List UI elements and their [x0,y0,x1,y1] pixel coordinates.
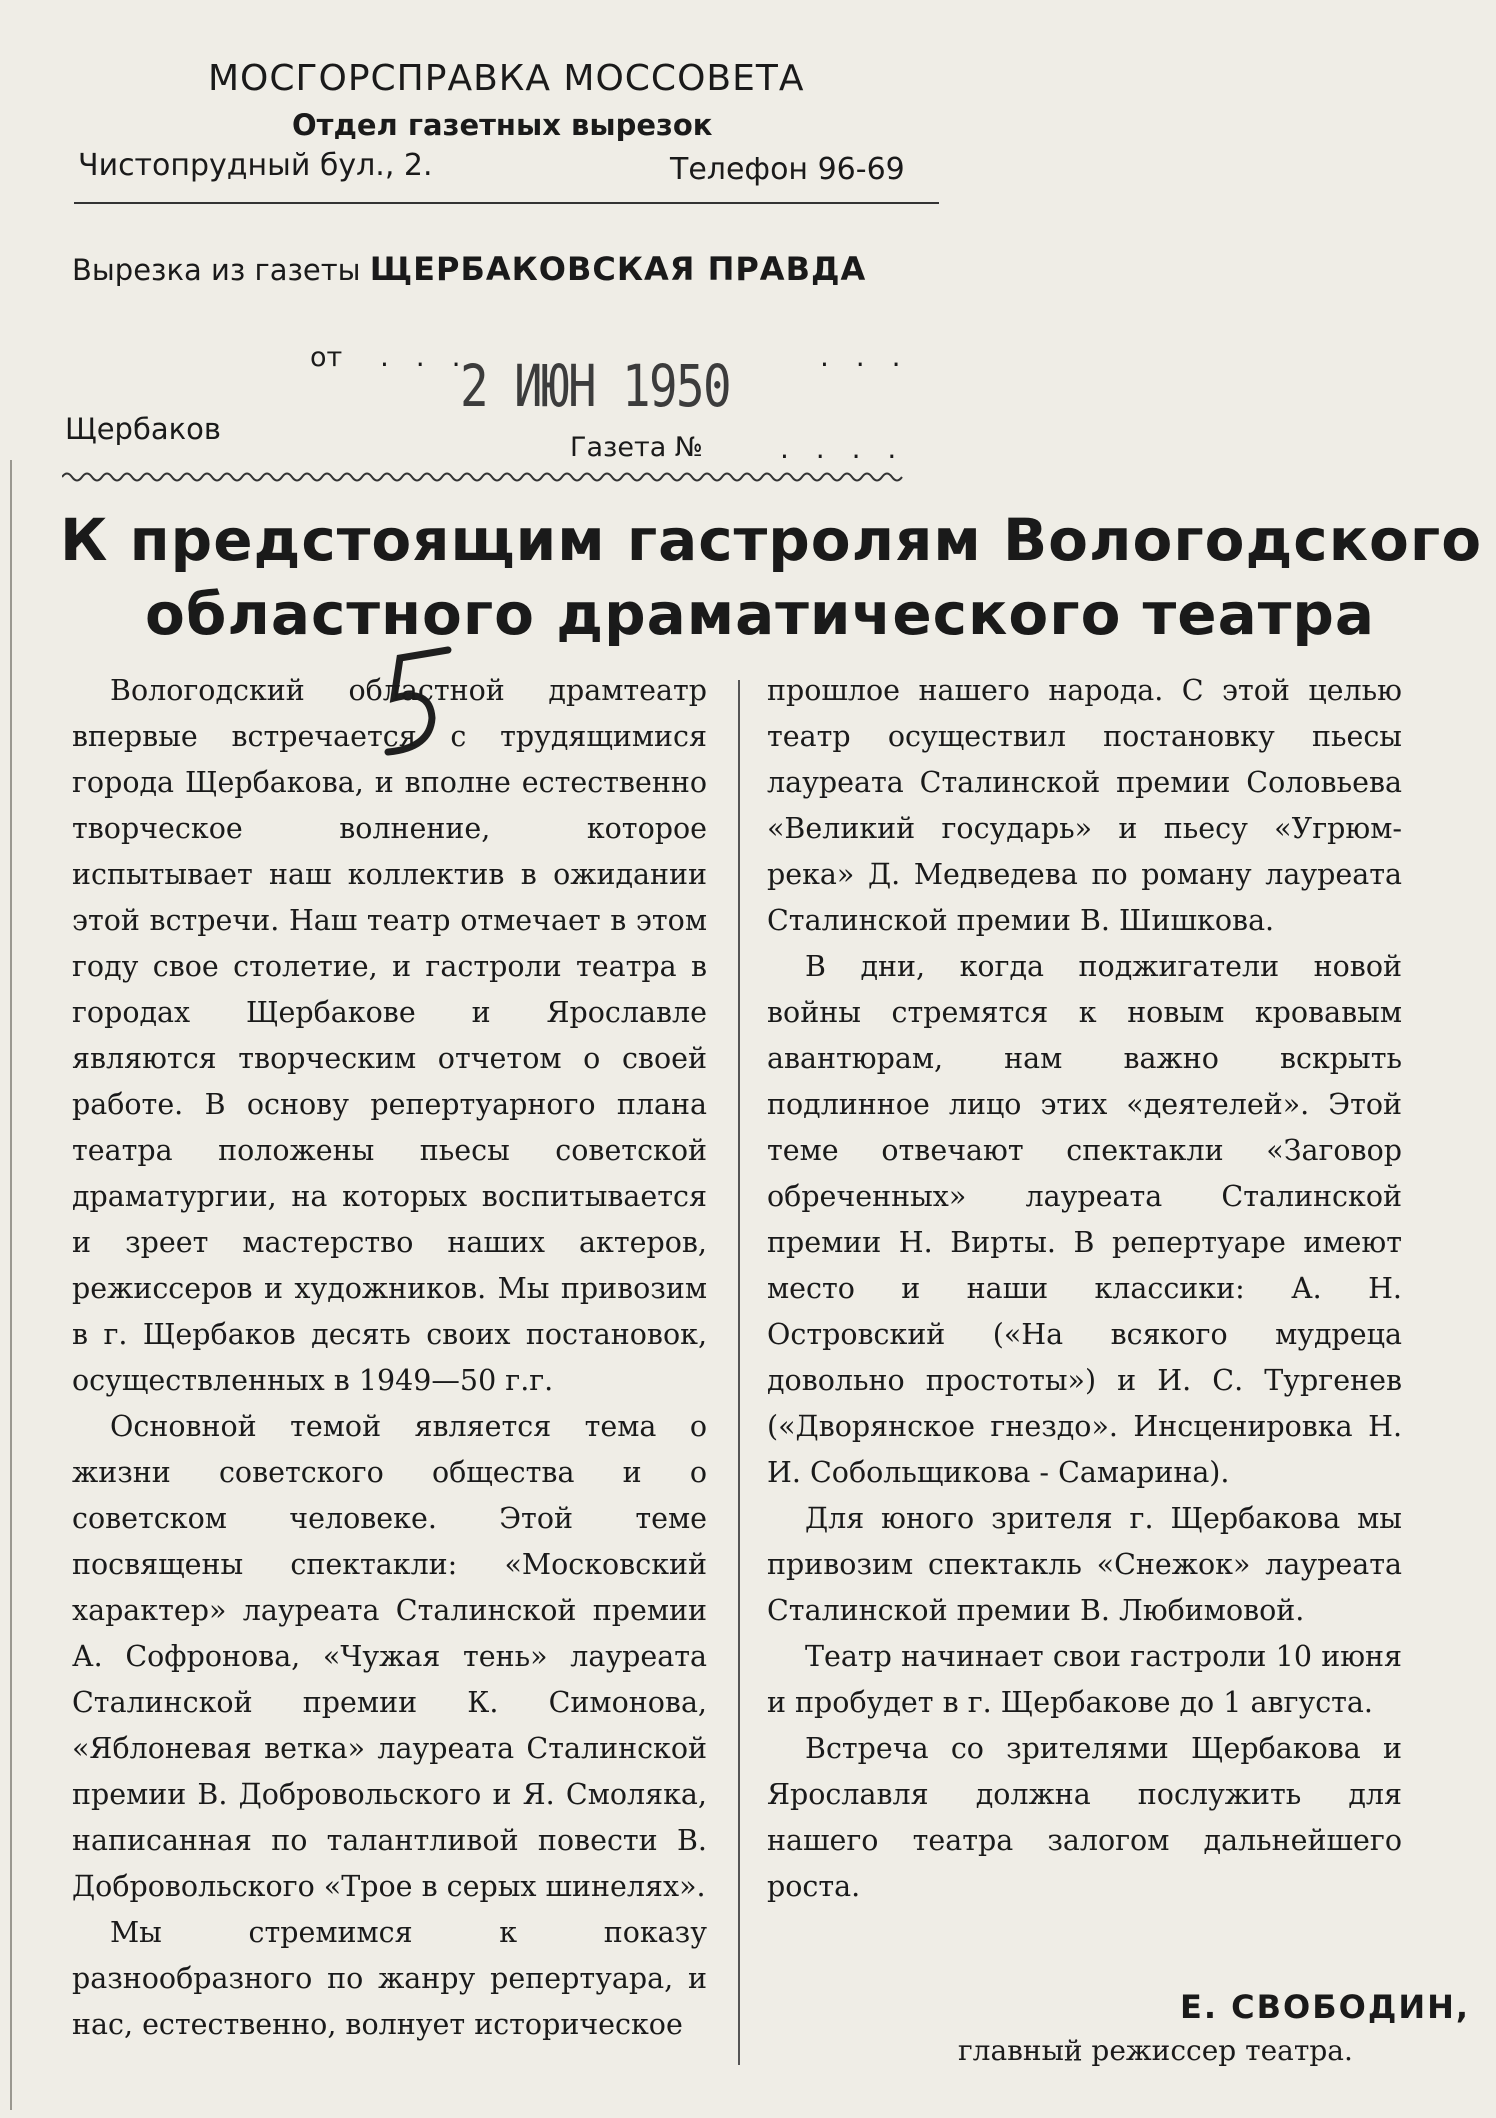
article-left-column [72,668,707,2048]
header-rule [74,202,939,204]
article-paragraph: Мы стремимся к показу разнообразного по жанру репертуара, и нас, естественно, волнует историческое [72,1916,707,2041]
clipping-label: Вырезка из газеты [72,253,361,287]
article-paragraph: Для юного зрителя г. Щербакова мы привозим спектакль «Снежок» лауреата Сталинской премии В. Любимовой. [767,1502,1402,1627]
department-name: Отдел газетных вырезок [292,108,713,142]
article-paragraph: В дни, когда поджигатели новой войны стремятся к новым кровавым авантюрам, нам важно вскрыть подлинное лицо этих «деятелей». Этой теме отвечают спектакли «Заговор обреченных» лауреата Сталинской премии Н. Вирты. В репертуаре имеют место и наши классики: А. Н. Островский («На всякого мудреца довольно простоты») и И. С. Тургенев («Дворянское гнездо». Инсценировка Н. И. Собольщикова - Самарина). [767,950,1402,1489]
clipping-left-edge [10,460,12,2110]
column-divider [738,680,740,2065]
from-label: от [310,342,343,373]
article-right-column [767,668,1402,1910]
author-role: главный режиссер театра. [958,2034,1353,2067]
article-headline-line-2: областного драматического театра [145,580,1375,648]
issue-number-label: Газета № [570,432,703,463]
dotted-fill: . . . [380,340,470,373]
dotted-fill: . . . . [780,432,906,465]
clipping-source-line [72,250,866,288]
wavy-cut-line [62,470,907,484]
bureau-phone: Телефон 96-69 [670,152,905,187]
bureau-name: МОСГОРСПРАВКА МОССОВЕТА [208,58,805,99]
article-paragraph: Театр начинает свои гастроли 10 июня и пробудет в г. Щербакове до 1 августа. [767,1640,1402,1719]
city-name: Щербаков [65,412,221,446]
bureau-address: Чистопрудный бул., 2. [78,148,433,183]
article-paragraph: прошлое нашего народа. С этой целью театр осуществил постановку пьесы лауреата Сталинской премии Соловьева «Великий государь» и пьесу «Угрюм-река» Д. Медведева по роману лауреата Сталинской премии В. Шишкова. [767,674,1402,937]
article-headline-line-1: К предстоящим гастролям Вологодского [60,506,1483,574]
article-paragraph: Основной темой является тема о жизни советского общества и о советском человеке. Этой теме посвящены спектакли: «Московский характер» лауреата Сталинской премии А. Софронова, «Чужая тень» лауреата Сталинской премии К. Симонова, «Яблоневая ветка» лауреата Сталинской премии В. Добровольского и Я. Смоляка, написанная по талантливой повести В. Добровольского «Трое в серых шинелях». [72,1410,707,1903]
author-signature: Е. СВОБОДИН, [1180,1988,1471,2026]
dotted-fill: . . . [820,340,910,373]
newspaper-name: ЩЕРБАКОВСКАЯ ПРАВДА [369,250,867,288]
article-paragraph: Вологодский областной драмтеатр впервые встречается с трудящимися города Щербакова, и вполне естественно творческое волнение, которое испытывает наш коллектив в ожидании этой встречи. Наш театр отмечает в этом году свое столетие, и гастроли театра в городах Щербакове и Ярославле являются творческим отчетом о своей работе. В основу репертуарного плана театра положены пьесы советской драматургии, на которых воспитывается и зреет мастерство наших актеров, режиссеров и художников. Мы привозим в г. Щербаков десять своих постановок, осуществленных в 1949—50 г.г. [72,674,707,1397]
article-paragraph: Встреча со зрителями Щербакова и Ярославля должна послужить для нашего театра залогом дальнейшего роста. [767,1732,1402,1903]
date-stamp: 2 ИЮН 1950 [460,352,730,420]
